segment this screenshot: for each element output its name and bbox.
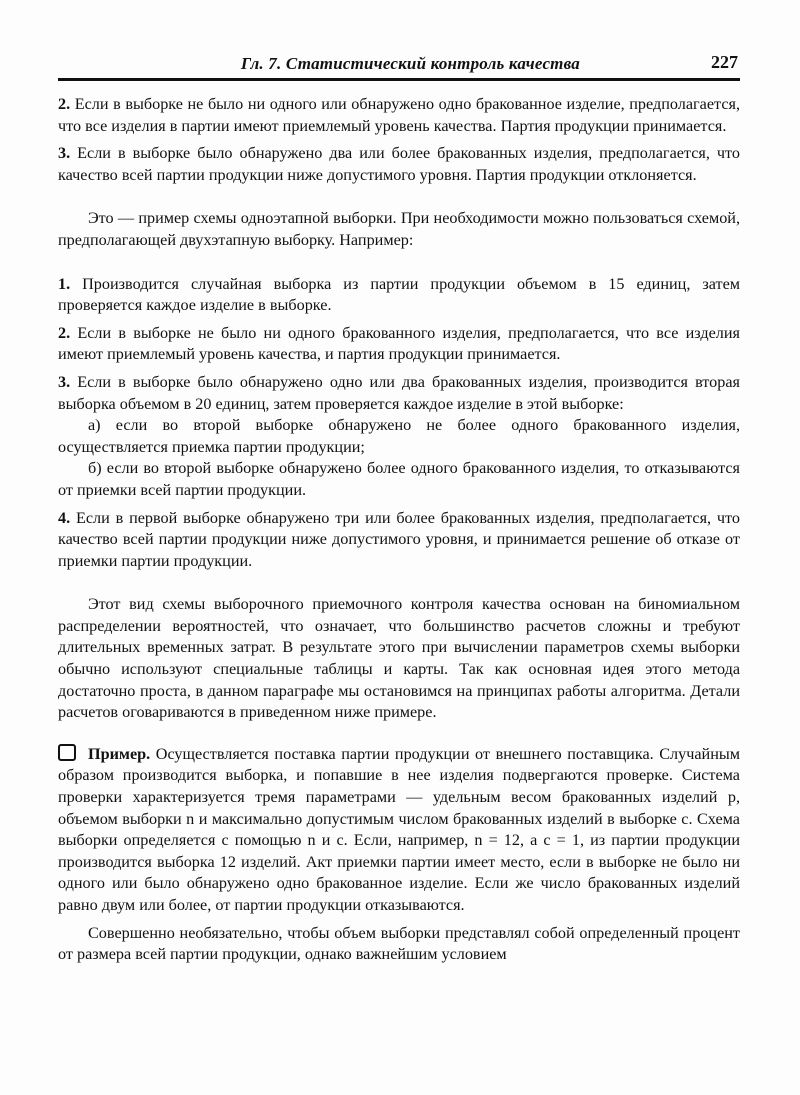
item-text: Если в выборке не было ни одного или обнаружено одно бракованное изделие, предполагается, что все изделия в партии имеют приемлемый уровень качества. Партия продукции принимается. — [58, 95, 740, 135]
list-item — [58, 143, 740, 186]
example-box-icon — [58, 744, 76, 761]
paragraph: Совершенно необязательно, чтобы объем выборки представлял собой определенный процент от размера всей партии продукции, однако важнейшим условием — [58, 923, 740, 964]
item-number: 3. — [58, 144, 71, 163]
item-text: Если в первой выборке обнаружено три или более бракованных изделия, предполагается, что качество всей партии продукции ниже допустимого уровня, и принимается решение об отказе от приемки партии продукции. — [58, 508, 740, 570]
page-number: 227 — [711, 52, 738, 72]
list-item — [58, 323, 740, 366]
item-text: Если в выборке не было ни одного бракованного изделия, предполагается, что все изделия имеют приемлемый уровень качества, и партия продукции принимается. — [58, 323, 740, 364]
item-text: Производится случайная выборка из партии продукции объемом в 15 единиц, затем проверяется каждое изделие в выборке. — [58, 274, 740, 315]
list-item — [58, 274, 740, 317]
paragraph: Это — пример схемы одноэтапной выборки. При необходимости можно пользоваться схемой, предполагающей двухэтапную выборку. Например: — [58, 209, 740, 249]
item-number: 3. — [58, 372, 71, 391]
list-item — [58, 372, 740, 415]
example-label: Пример. — [88, 744, 151, 763]
list-item — [58, 94, 740, 137]
item-text: Если в выборке было обнаружено два или более бракованных изделия, предполагается, что качество всей партии продукции ниже допустимого уровня. Партия продукции отклоняется. — [58, 144, 740, 184]
list-item — [58, 508, 740, 573]
running-header — [58, 52, 740, 81]
page-body — [58, 94, 740, 966]
example-text: Осуществляется поставка партии продукции от внешнего поставщика. Случайным образом производится выборка, и попавшие в нее изделия подвергаются проверке. Система проверки характеризуется тремя параметрами — удельным весом бракованных изделий p, объемом выборки n и максимально допустимым числом бракованных изделий в выборке c. Схема выборки определяется с помощью n и c. Если, например, n = 12, a c = 1, из партии продукции производится выборка 12 изделий. Акт приемки партии имеет место, если в выборке не было ни одного или было обнаружено одно бракованное изделие. Если же число бракованных изделий равно двум или более, от партии продукции отказываются. — [58, 744, 740, 914]
running-title: Гл. 7. Статистический контроль качества — [240, 54, 580, 73]
item-number: 2. — [58, 323, 71, 342]
item-number: 4. — [58, 508, 71, 527]
sub-item-a: а) если во второй выборке обнаружено не более одного бракованного изделия, осуществляется приемка партии продукции; — [58, 416, 740, 456]
paragraph: Этот вид схемы выборочного приемочного контроля качества основан на биномиальном распределении вероятностей, что означает, что большинство расчетов сложны и требуют длительных временных затрат. В результате этого при вычислении параметров схемы выборки обычно используют специальные таблицы и карты. Так как основная идея этого метода достаточно проста, в данном параграфе мы остановимся на принципах работы алгоритма. Детали расчетов оговариваются в приведенном ниже примере. — [58, 595, 740, 722]
item-number: 1. — [58, 274, 71, 293]
item-text: Если в выборке было обнаружено одно или два бракованных изделия, производится вторая выборка объемом в 20 единиц, затем проверяется каждое изделие в этой выборке: — [58, 372, 740, 413]
sub-item-b: б) если во второй выборке обнаружено более одного бракованного изделия, то отказываются от приемки всей партии продукции. — [58, 459, 740, 499]
item-number: 2. — [58, 95, 71, 113]
example-paragraph — [58, 744, 740, 917]
